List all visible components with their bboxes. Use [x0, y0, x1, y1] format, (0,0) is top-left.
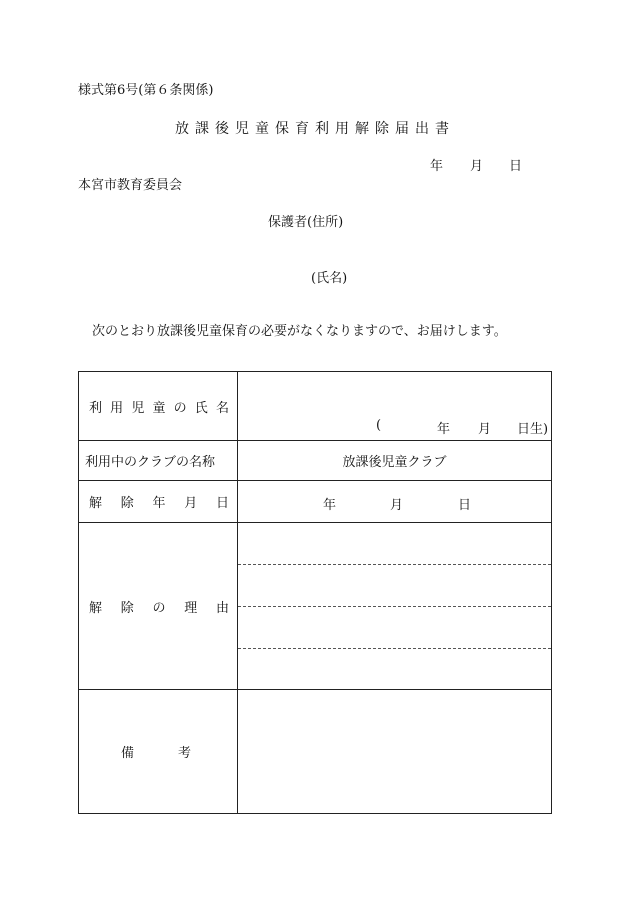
- cancel-year-label: 年: [323, 498, 337, 513]
- label-char: 解: [89, 496, 103, 511]
- label-char: 理: [184, 600, 198, 616]
- label-char: 解: [89, 600, 103, 616]
- document-title-text: 放課後児童保育利用解除届出書: [175, 121, 455, 137]
- label-char: 児: [131, 400, 145, 416]
- form-number: 様式第6号(第６条関係): [78, 83, 214, 98]
- remarks-value-cell[interactable]: [238, 690, 552, 814]
- birth-year-label: 年: [437, 422, 451, 437]
- label-char: の: [152, 600, 166, 616]
- form-table: [78, 371, 552, 814]
- child-name-value-cell[interactable]: [238, 372, 552, 441]
- cancel-date-label-cell: [79, 481, 238, 523]
- label-char: 用: [110, 400, 124, 416]
- guardian-name-label: (氏名): [311, 271, 348, 286]
- reason-line-4[interactable]: [238, 648, 551, 689]
- child-name-label-cell: [79, 372, 238, 441]
- row-club: [79, 441, 552, 481]
- label-char: 利: [89, 400, 103, 416]
- row-child-name: [79, 372, 552, 441]
- date-day: 日: [509, 159, 523, 174]
- reason-value-cell[interactable]: [238, 523, 552, 690]
- birth-month-label: 月: [478, 422, 492, 437]
- guardian-address-label: 保護者(住所): [268, 215, 344, 230]
- label-char: 考: [177, 746, 191, 761]
- document-title: [0, 118, 630, 138]
- cancel-date-label: [79, 492, 237, 511]
- label-char: 除: [120, 600, 134, 616]
- label-char: 月: [184, 496, 198, 511]
- label-char: 日: [215, 496, 229, 511]
- label-char: 氏: [194, 400, 208, 416]
- cancel-date-value-cell[interactable]: [238, 481, 552, 523]
- statement: 次のとおり放課後児童保育の必要がなくなりますので、お届けします。: [92, 324, 507, 339]
- reason-label-cell: [79, 523, 238, 690]
- remarks-label-cell: [79, 690, 238, 814]
- label-char: 名: [215, 400, 229, 416]
- reason-label: [79, 597, 237, 616]
- club-label: 利用中のクラブの名称: [79, 441, 238, 481]
- cancel-month-label: 月: [390, 498, 404, 513]
- reason-line-3[interactable]: [238, 606, 551, 648]
- row-reason: [79, 523, 552, 690]
- birth-day-label: 日生): [517, 422, 549, 437]
- label-char: の: [173, 400, 187, 416]
- label-char: 由: [215, 600, 229, 616]
- club-value[interactable]: 放課後児童クラブ: [238, 441, 552, 481]
- row-remarks: [79, 690, 552, 814]
- label-char: 除: [120, 496, 134, 511]
- label-char: 年: [152, 496, 166, 511]
- reason-line-1[interactable]: [238, 523, 551, 564]
- addressee: 本宮市教育委員会: [78, 178, 183, 193]
- cancel-day-label: 日: [458, 498, 472, 513]
- date-year: 年: [430, 159, 444, 174]
- label-char: 童: [152, 400, 166, 416]
- row-cancel-date: [79, 481, 552, 523]
- date-month: 月: [470, 159, 484, 174]
- remarks-label: [79, 742, 237, 761]
- child-name-label: [79, 397, 237, 416]
- reason-line-2[interactable]: [238, 564, 551, 606]
- birth-open-paren: (: [376, 418, 382, 433]
- label-char: 備: [121, 746, 135, 761]
